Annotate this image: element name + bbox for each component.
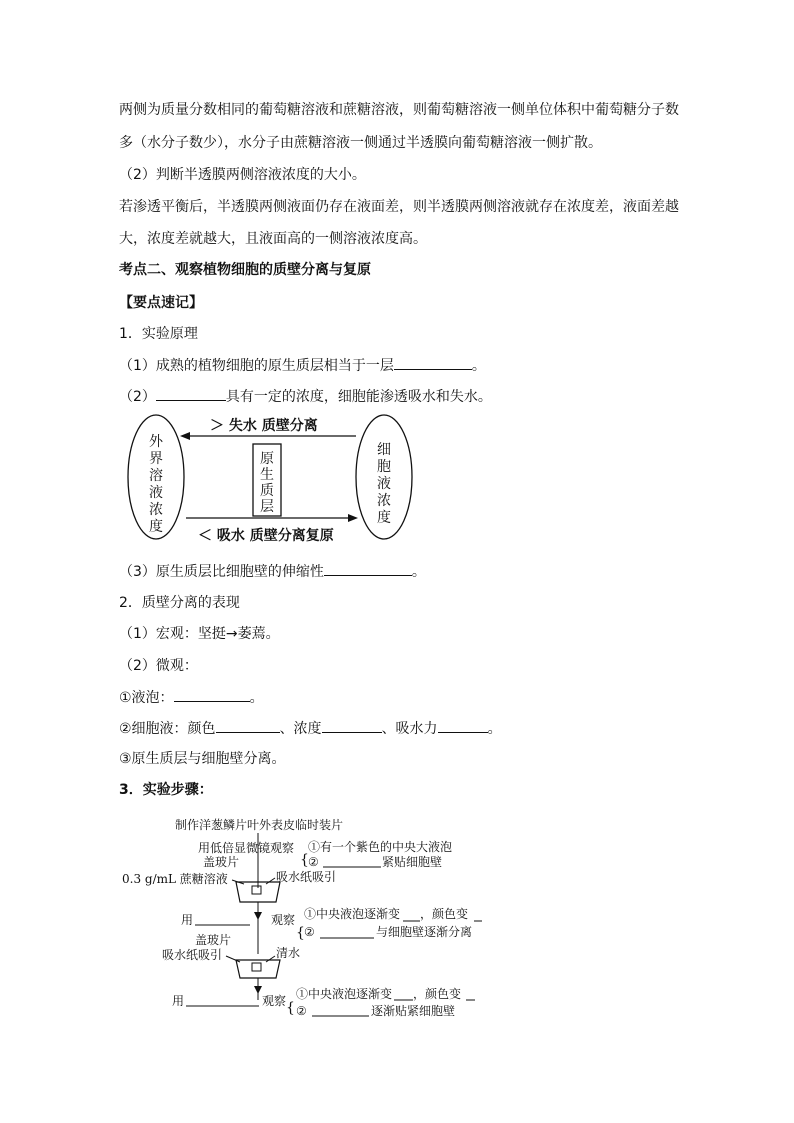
heading-manifestation: 2．质壁分离的表现 bbox=[119, 595, 240, 611]
sucrose-label: 0.3 g/mL 蔗糖溶液 bbox=[122, 872, 228, 886]
section-title: 考点二、观察植物细胞的质壁分离与复原 bbox=[119, 262, 371, 278]
vertical-char: 细 bbox=[377, 442, 391, 458]
observation-2b: 与细胞壁逐渐分离 bbox=[376, 925, 473, 939]
vertical-char: 胞 bbox=[377, 459, 391, 475]
question-text: 。 bbox=[249, 690, 264, 706]
vertical-char: 浓 bbox=[149, 502, 163, 518]
question-text: 。 bbox=[487, 721, 502, 737]
paragraph-line: 若渗透平衡后，半透膜两侧液面仍存在液面差，则半透膜两侧溶液就存在浓度差，液面差越 bbox=[119, 199, 679, 215]
question-text: ②细胞液：颜色 bbox=[119, 721, 216, 737]
separation-line: ③原生质层与细胞壁分离。 bbox=[119, 751, 286, 767]
observation-1a: ①有一个紫色的中央大液泡 bbox=[308, 840, 453, 854]
observation-2b-num: ② bbox=[304, 925, 315, 939]
use-label: 用 bbox=[181, 913, 194, 927]
question-text: 。 bbox=[471, 358, 486, 374]
observation-3b: 逐渐贴紧细胞壁 bbox=[371, 1004, 456, 1018]
paragraph-line: 多（水分子数少），水分子由蔗糖溶液一侧通过半透膜向葡萄糖溶液一侧扩散。 bbox=[119, 135, 602, 151]
step-observe-low-power: 用低倍显微镜观察 bbox=[198, 841, 295, 855]
arrow-label-lose-water: ＞ 失水 质壁分离 bbox=[210, 418, 318, 434]
blotting-paper-label-2: 吸水纸吸引 bbox=[162, 948, 223, 962]
paragraph-line: 大，浓度差就越大，且液面高的一侧溶液浓度高。 bbox=[119, 231, 427, 247]
clear-water-label: 清水 bbox=[276, 946, 301, 960]
cover-slip-label-2: 盖玻片 bbox=[195, 933, 232, 947]
question-text: 、吸水力 bbox=[381, 721, 438, 737]
micro-text: （2）微观： bbox=[119, 658, 198, 674]
cover-slip-label: 盖玻片 bbox=[203, 855, 240, 869]
brace: { bbox=[286, 1000, 295, 1016]
blotting-paper-label: 吸水纸吸引 bbox=[276, 870, 337, 884]
observation-2a-color: ，颜色变 bbox=[420, 907, 469, 921]
vertical-char: 液 bbox=[149, 485, 163, 501]
vertical-char: 度 bbox=[149, 519, 163, 535]
paragraph-line: 两侧为质量分数相同的葡萄糖溶液和蔗糖溶液，则葡萄糖溶液一侧单位体积中葡萄糖分子数 bbox=[119, 102, 679, 118]
heading-steps: 3．实验步骤： bbox=[119, 782, 213, 798]
observation-3b-num: ② bbox=[296, 1004, 307, 1018]
question-text: （3）原生质层比细胞壁的伸缩性 bbox=[119, 564, 324, 580]
observe-label: 观察 bbox=[271, 913, 296, 927]
question-text: 、浓度 bbox=[279, 721, 322, 737]
question-text: 具有一定的浓度，细胞能渗透吸水和失水。 bbox=[225, 389, 492, 405]
brace: { bbox=[300, 852, 309, 868]
paragraph-line: （2）判断半透膜两侧溶液浓度的大小。 bbox=[119, 167, 366, 183]
step-prepare-slide: 制作洋葱鳞片叶外表皮临时装片 bbox=[175, 818, 344, 832]
vertical-char: 生 bbox=[260, 467, 274, 483]
vertical-char: 外 bbox=[149, 434, 163, 450]
vertical-char: 溶 bbox=[149, 468, 163, 484]
observation-2a: ①中央液泡逐渐变 bbox=[304, 907, 401, 921]
question-text: （1）成熟的植物细胞的原生质层相当于一层 bbox=[119, 358, 394, 374]
observation-3a-color: ，颜色变 bbox=[413, 987, 462, 1001]
memo-title: 【要点速记】 bbox=[119, 295, 203, 311]
vertical-char: 层 bbox=[260, 499, 274, 515]
vertical-char: 浓 bbox=[377, 493, 391, 509]
brace: { bbox=[296, 925, 305, 941]
observation-1b: 紧贴细胞壁 bbox=[382, 855, 443, 869]
heading-principle: 1．实验原理 bbox=[119, 326, 198, 342]
vertical-char: 度 bbox=[377, 510, 391, 526]
observation-3a: ①中央液泡逐渐变 bbox=[296, 987, 393, 1001]
arrow-label-gain-water: ＜ 吸水 质壁分离复原 bbox=[198, 528, 334, 544]
question-text: ①液泡： bbox=[119, 690, 174, 706]
macro-text: （1）宏观：坚挺→萎蔫。 bbox=[119, 626, 280, 642]
vertical-char: 界 bbox=[149, 451, 163, 467]
use-label-2: 用 bbox=[172, 994, 185, 1008]
vertical-char: 质 bbox=[260, 483, 274, 499]
question-text: （2） bbox=[119, 389, 156, 405]
vertical-char: 原 bbox=[260, 451, 274, 467]
observation-1b-num: ② bbox=[308, 855, 319, 869]
observe-label-2: 观察 bbox=[262, 994, 287, 1008]
question-text: 。 bbox=[411, 564, 426, 580]
vertical-char: 液 bbox=[377, 476, 391, 492]
